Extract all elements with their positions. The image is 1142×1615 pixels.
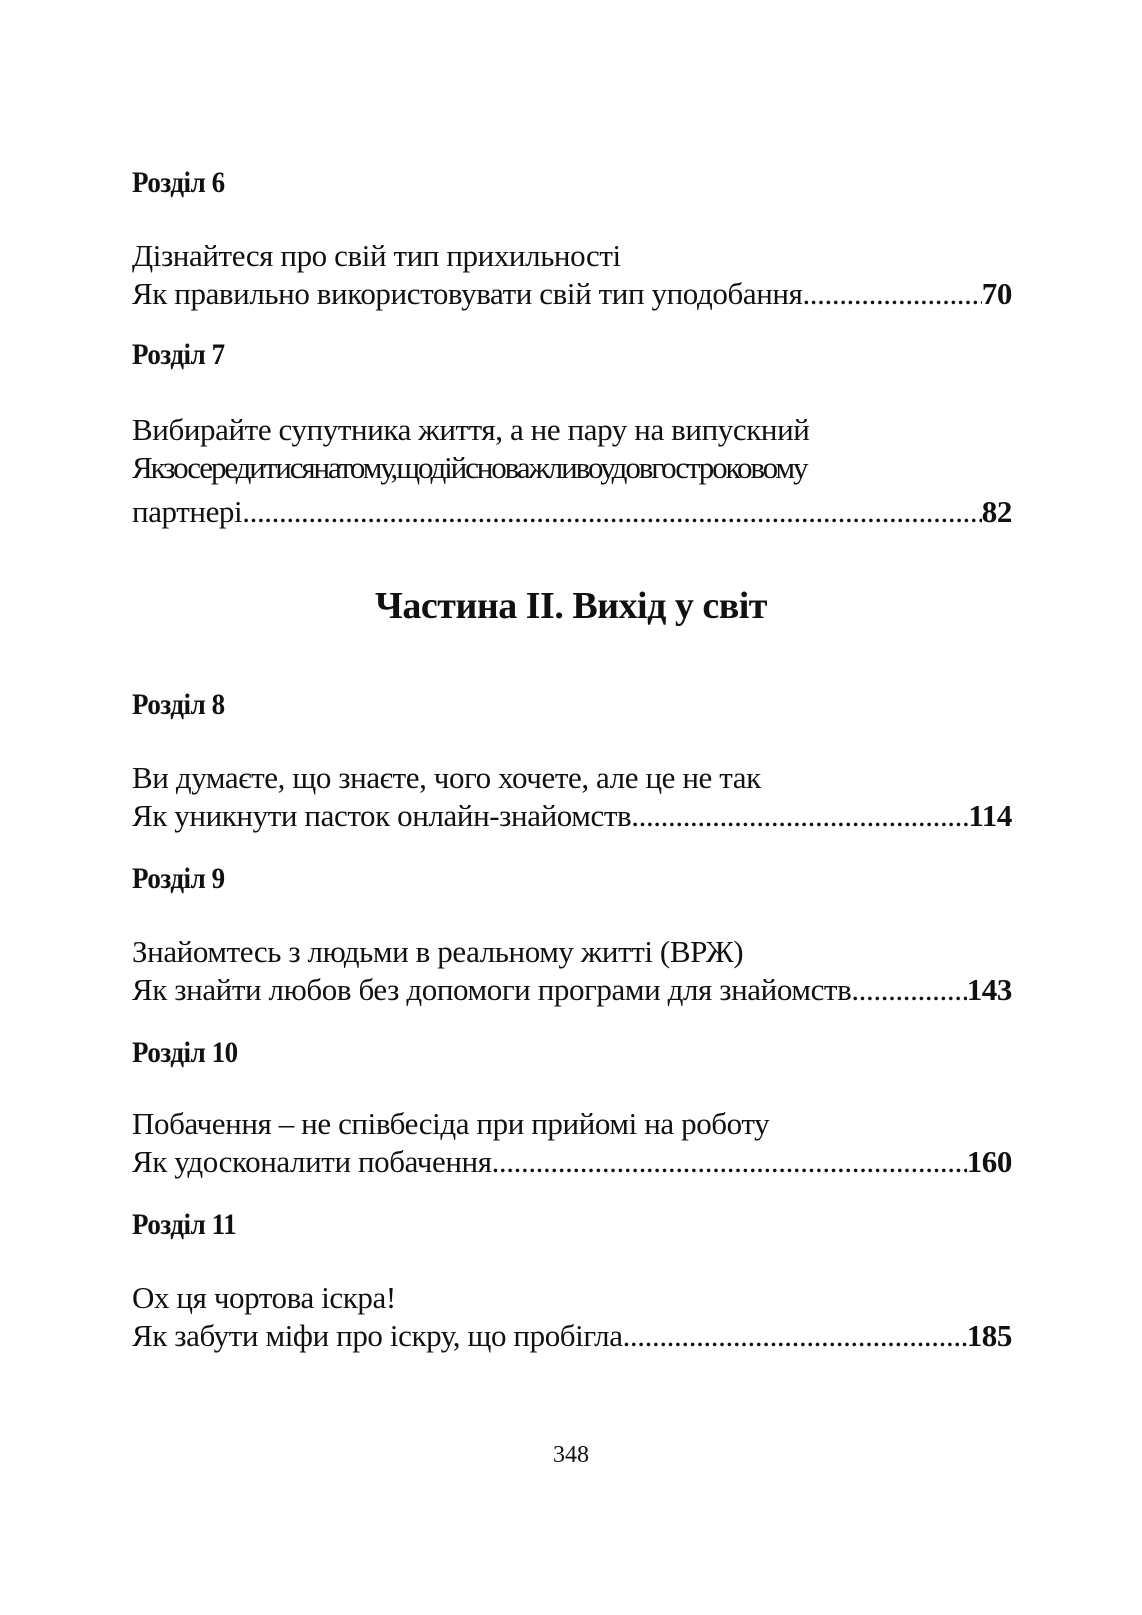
chapter-11-label: Розділ 11 <box>132 1208 237 1241</box>
leader-dots <box>802 276 981 312</box>
chapter-title-text: Дізнайтеся про свій тип прихильності <box>132 238 621 273</box>
chapter-subtitle-text: Як правильно використовувати свій тип уподобання <box>132 276 803 311</box>
leader-dots <box>623 1318 967 1354</box>
chapter-subtitle-text: Як удосконалити побачення <box>132 1144 492 1179</box>
page-number: 143 <box>966 972 1012 1007</box>
chapter-6-title <box>132 238 1012 274</box>
chapter-title-text: Ви думаєте, що знаєте, чого хочете, але це не так <box>132 760 761 795</box>
chapter-subtitle-text: Як уникнути пасток онлайн-знайомств <box>132 798 632 833</box>
chapter-11-entry[interactable] <box>132 1318 1012 1354</box>
chapter-subtitle-text: Як знайти любов без допомоги програми для знайомств <box>132 972 852 1007</box>
chapter-7-subtitle-line1[interactable] <box>132 450 1012 486</box>
leader-dots <box>851 972 966 1008</box>
chapter-7-title <box>132 412 1012 448</box>
page-number: 82 <box>981 494 1012 529</box>
chapter-11-title <box>132 1280 1012 1316</box>
page-number: 160 <box>966 1144 1012 1179</box>
chapter-title-text: Ох ця чортова іскра! <box>132 1280 396 1315</box>
chapter-8-title <box>132 760 1012 796</box>
chapter-9-entry[interactable] <box>132 972 1012 1008</box>
chapter-title-text: Знайомтесь з людьми в реальному житті (ВРЖ) <box>132 934 744 969</box>
chapter-6-entry[interactable] <box>132 276 1012 312</box>
leader-dots <box>631 798 968 834</box>
page-number: 70 <box>981 276 1012 311</box>
chapter-6-label: Розділ 6 <box>132 166 225 199</box>
chapter-10-entry[interactable] <box>132 1144 1012 1180</box>
part-title: Частина II. Вихід у світ <box>375 585 767 627</box>
chapter-9-title <box>132 934 1012 970</box>
chapter-title-text: Вибирайте супутника життя, а не пару на випускний <box>132 412 810 447</box>
chapter-10-label: Розділ 10 <box>132 1036 238 1069</box>
chapter-subtitle-text: партнері <box>132 494 243 529</box>
chapter-7-entry[interactable] <box>132 494 1012 530</box>
page-number: 114 <box>968 798 1012 833</box>
chapter-title-text: Побачення – не співбесіда при прийомі на роботу <box>132 1106 770 1141</box>
chapter-8-entry[interactable] <box>132 798 1012 834</box>
page-number: 185 <box>966 1318 1012 1353</box>
chapter-7-label: Розділ 7 <box>132 338 225 371</box>
chapter-9-label: Розділ 9 <box>132 862 225 895</box>
chapter-subtitle-text: Якзосередитисянатому,щодійсноважливоудовгостроковому <box>132 450 807 485</box>
chapter-8-label: Розділ 8 <box>132 688 225 721</box>
leader-dots <box>492 1144 967 1180</box>
chapter-subtitle-text: Як забути міфи про іскру, що пробігла <box>132 1318 623 1353</box>
folio-page-number: 348 <box>553 1442 589 1468</box>
chapter-10-title <box>132 1106 1012 1142</box>
leader-dots <box>242 494 982 530</box>
